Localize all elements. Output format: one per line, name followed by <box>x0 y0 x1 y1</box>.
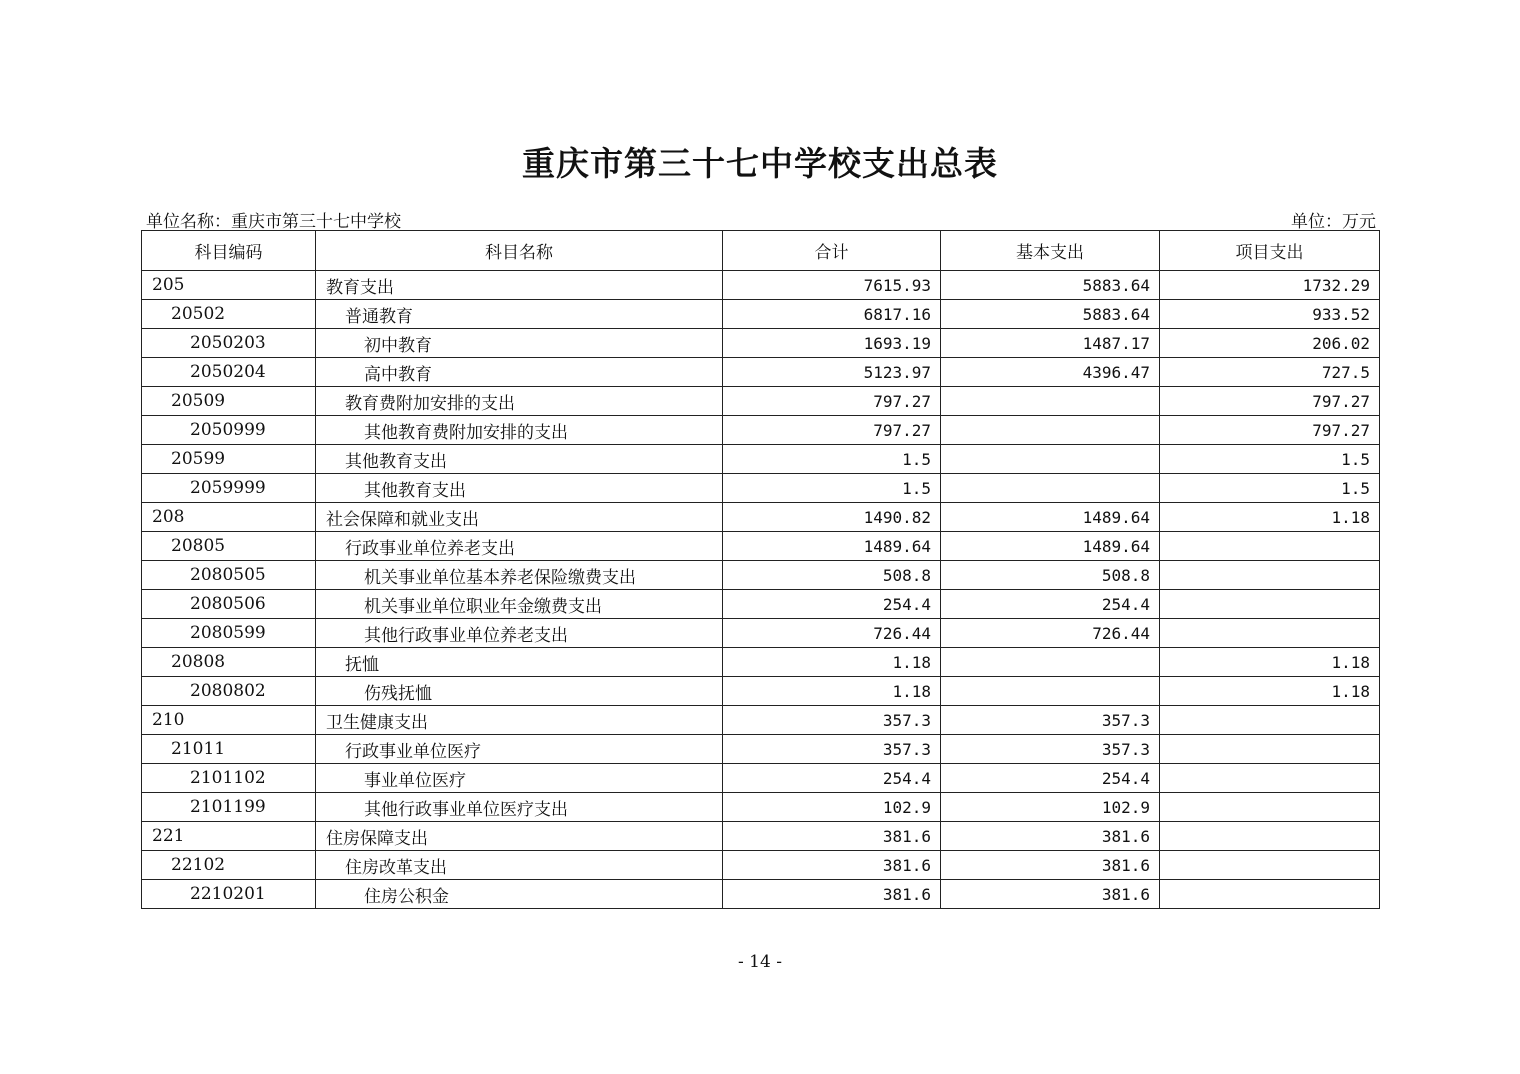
cell-total: 1.18 <box>723 677 941 706</box>
cell-code: 20502 <box>142 300 316 329</box>
cell-project <box>1160 590 1380 619</box>
cell-total: 6817.16 <box>723 300 941 329</box>
cell-name: 教育支出 <box>316 271 723 300</box>
cell-basic: 1489.64 <box>941 532 1160 561</box>
cell-basic: 381.6 <box>941 822 1160 851</box>
cell-code: 2050204 <box>142 358 316 387</box>
table-row <box>142 474 1380 503</box>
cell-project <box>1160 735 1380 764</box>
cell-total: 1489.64 <box>723 532 941 561</box>
cell-project <box>1160 532 1380 561</box>
cell-basic <box>941 648 1160 677</box>
cell-total: 254.4 <box>723 590 941 619</box>
cell-code: 2050203 <box>142 329 316 358</box>
cell-total: 5123.97 <box>723 358 941 387</box>
cell-total: 357.3 <box>723 735 941 764</box>
header-project: 项目支出 <box>1160 231 1380 271</box>
table-row <box>142 358 1380 387</box>
cell-project: 1.18 <box>1160 648 1380 677</box>
cell-name: 教育费附加安排的支出 <box>316 387 723 416</box>
cell-name: 抚恤 <box>316 648 723 677</box>
cell-project: 1.18 <box>1160 677 1380 706</box>
cell-basic <box>941 677 1160 706</box>
cell-project: 933.52 <box>1160 300 1380 329</box>
table-row <box>142 822 1380 851</box>
cell-project: 797.27 <box>1160 387 1380 416</box>
cell-total: 1.5 <box>723 445 941 474</box>
cell-total: 102.9 <box>723 793 941 822</box>
cell-name: 行政事业单位养老支出 <box>316 532 723 561</box>
cell-basic: 102.9 <box>941 793 1160 822</box>
table-row <box>142 590 1380 619</box>
cell-name: 住房改革支出 <box>316 851 723 880</box>
cell-total: 1.5 <box>723 474 941 503</box>
cell-name: 社会保障和就业支出 <box>316 503 723 532</box>
header-basic: 基本支出 <box>941 231 1160 271</box>
cell-basic: 254.4 <box>941 764 1160 793</box>
cell-basic <box>941 474 1160 503</box>
cell-code: 208 <box>142 503 316 532</box>
cell-name: 其他教育支出 <box>316 445 723 474</box>
table-row <box>142 677 1380 706</box>
cell-total: 7615.93 <box>723 271 941 300</box>
table-row <box>142 735 1380 764</box>
cell-code: 2050999 <box>142 416 316 445</box>
cell-name: 伤残抚恤 <box>316 677 723 706</box>
cell-name: 机关事业单位职业年金缴费支出 <box>316 590 723 619</box>
table-row <box>142 271 1380 300</box>
table-row <box>142 561 1380 590</box>
table-row <box>142 648 1380 677</box>
cell-project: 1.18 <box>1160 503 1380 532</box>
table-row <box>142 503 1380 532</box>
cell-basic: 381.6 <box>941 851 1160 880</box>
cell-name: 行政事业单位医疗 <box>316 735 723 764</box>
cell-name: 高中教育 <box>316 358 723 387</box>
cell-total: 1490.82 <box>723 503 941 532</box>
cell-name: 其他教育支出 <box>316 474 723 503</box>
cell-name: 初中教育 <box>316 329 723 358</box>
cell-project <box>1160 764 1380 793</box>
table-row <box>142 445 1380 474</box>
cell-code: 2080505 <box>142 561 316 590</box>
cell-name: 事业单位医疗 <box>316 764 723 793</box>
cell-basic: 1489.64 <box>941 503 1160 532</box>
cell-total: 254.4 <box>723 764 941 793</box>
cell-code: 20509 <box>142 387 316 416</box>
cell-project <box>1160 706 1380 735</box>
cell-code: 2059999 <box>142 474 316 503</box>
cell-basic: 1487.17 <box>941 329 1160 358</box>
cell-total: 726.44 <box>723 619 941 648</box>
cell-project <box>1160 851 1380 880</box>
cell-total: 381.6 <box>723 851 941 880</box>
cell-total: 797.27 <box>723 416 941 445</box>
cell-project: 206.02 <box>1160 329 1380 358</box>
table-row <box>142 706 1380 735</box>
cell-code: 2080802 <box>142 677 316 706</box>
cell-total: 1.18 <box>723 648 941 677</box>
cell-project: 727.5 <box>1160 358 1380 387</box>
cell-total: 357.3 <box>723 706 941 735</box>
cell-basic: 357.3 <box>941 735 1160 764</box>
header-name: 科目名称 <box>316 231 723 271</box>
table-row <box>142 880 1380 909</box>
cell-total: 1693.19 <box>723 329 941 358</box>
cell-code: 2210201 <box>142 880 316 909</box>
expense-table <box>141 230 1380 909</box>
cell-name: 普通教育 <box>316 300 723 329</box>
table-body <box>142 271 1380 909</box>
cell-project <box>1160 822 1380 851</box>
cell-code: 210 <box>142 706 316 735</box>
cell-code: 2101102 <box>142 764 316 793</box>
cell-code: 2080506 <box>142 590 316 619</box>
cell-project: 1.5 <box>1160 474 1380 503</box>
cell-basic: 5883.64 <box>941 300 1160 329</box>
table-row <box>142 416 1380 445</box>
cell-code: 20808 <box>142 648 316 677</box>
cell-code: 20805 <box>142 532 316 561</box>
table-row <box>142 619 1380 648</box>
cell-basic: 4396.47 <box>941 358 1160 387</box>
page-number: - 14 - <box>738 952 782 972</box>
cell-project: 797.27 <box>1160 416 1380 445</box>
unit-label: 单位：万元 <box>1291 212 1376 232</box>
table-row <box>142 532 1380 561</box>
cell-basic <box>941 387 1160 416</box>
cell-name: 其他行政事业单位医疗支出 <box>316 793 723 822</box>
cell-total: 508.8 <box>723 561 941 590</box>
cell-project: 1.5 <box>1160 445 1380 474</box>
cell-basic: 726.44 <box>941 619 1160 648</box>
cell-code: 2080599 <box>142 619 316 648</box>
cell-code: 21011 <box>142 735 316 764</box>
cell-code: 205 <box>142 271 316 300</box>
cell-name: 其他行政事业单位养老支出 <box>316 619 723 648</box>
page-title: 重庆市第三十七中学校支出总表 <box>522 144 998 183</box>
cell-basic: 381.6 <box>941 880 1160 909</box>
cell-name: 住房公积金 <box>316 880 723 909</box>
cell-project: 1732.29 <box>1160 271 1380 300</box>
cell-name: 机关事业单位基本养老保险缴费支出 <box>316 561 723 590</box>
table-header-row <box>142 231 1380 271</box>
cell-basic: 508.8 <box>941 561 1160 590</box>
cell-name: 其他教育费附加安排的支出 <box>316 416 723 445</box>
cell-project <box>1160 619 1380 648</box>
cell-project <box>1160 793 1380 822</box>
cell-basic <box>941 445 1160 474</box>
cell-total: 381.6 <box>723 822 941 851</box>
cell-basic: 5883.64 <box>941 271 1160 300</box>
cell-code: 20599 <box>142 445 316 474</box>
cell-total: 797.27 <box>723 387 941 416</box>
table-row <box>142 387 1380 416</box>
header-total: 合计 <box>723 231 941 271</box>
cell-code: 22102 <box>142 851 316 880</box>
cell-project <box>1160 880 1380 909</box>
cell-basic: 357.3 <box>941 706 1160 735</box>
cell-name: 住房保障支出 <box>316 822 723 851</box>
cell-project <box>1160 561 1380 590</box>
cell-basic: 254.4 <box>941 590 1160 619</box>
unit-name-label: 单位名称：重庆市第三十七中学校 <box>146 212 401 232</box>
cell-code: 221 <box>142 822 316 851</box>
cell-code: 2101199 <box>142 793 316 822</box>
header-code: 科目编码 <box>142 231 316 271</box>
table-row <box>142 300 1380 329</box>
cell-basic <box>941 416 1160 445</box>
cell-total: 381.6 <box>723 880 941 909</box>
table-row <box>142 851 1380 880</box>
table-row <box>142 764 1380 793</box>
table-row <box>142 329 1380 358</box>
cell-name: 卫生健康支出 <box>316 706 723 735</box>
table-row <box>142 793 1380 822</box>
